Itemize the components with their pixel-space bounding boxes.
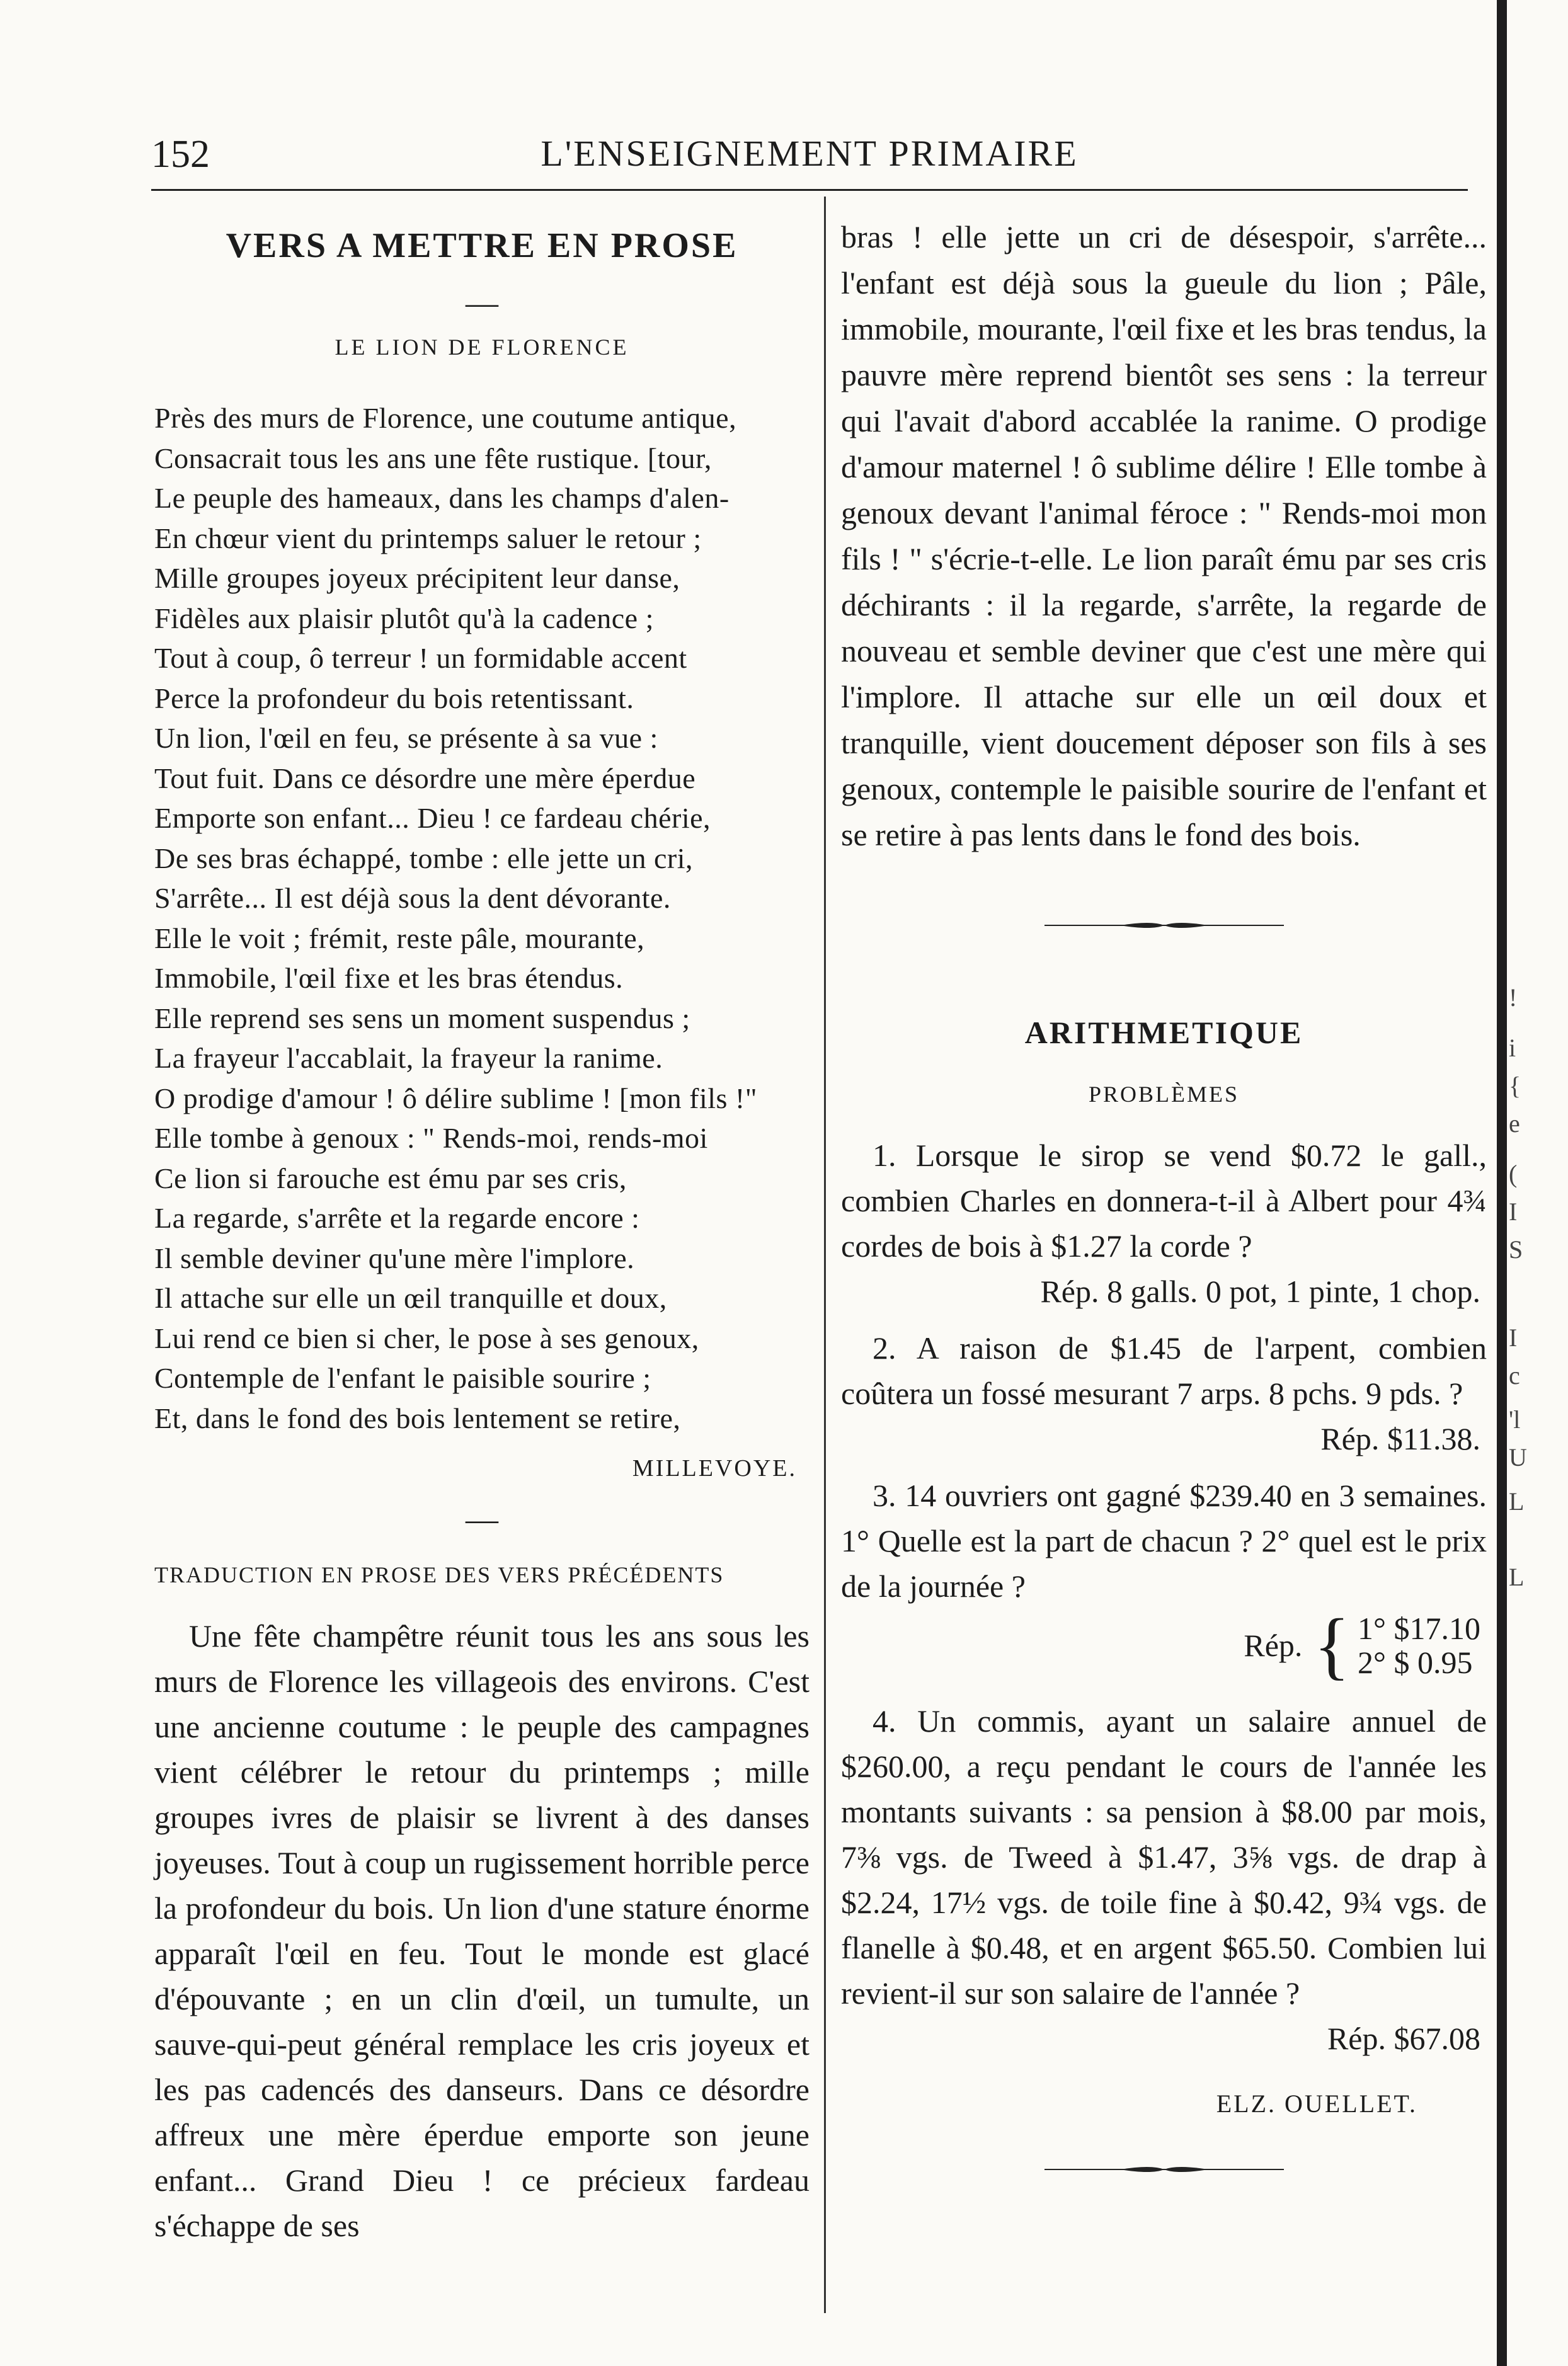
bleed-fragment: I — [1509, 1323, 1518, 1352]
problem-text: 3. 14 ouvriers ont gagné $239.40 en 3 semaines. 1° Quelle est la part de chacun ? 2° quel est le prix de la journée ? — [841, 1478, 1487, 1604]
separator-dash-2: — — [466, 1502, 498, 1538]
header-rule — [151, 189, 1468, 191]
bleed-fragment: I — [1509, 1197, 1518, 1226]
binding-edge-bar — [1497, 0, 1507, 2366]
brace-glyph: { — [1313, 1603, 1350, 1687]
poem-line: Elle tombe à genoux : " Rends-moi, rends-moi — [154, 1122, 708, 1154]
problem-answer: Rép. $11.38. — [1320, 1421, 1480, 1456]
bleed-fragment: { — [1509, 1072, 1521, 1100]
page-number: 152 — [151, 133, 210, 176]
bleed-fragment: S — [1509, 1235, 1523, 1264]
problem-answer: Rép. 8 galls. 0 pot, 1 pinte, 1 chop. — [1040, 1274, 1480, 1309]
problem-text: 4. Un commis, ayant un salaire annuel de $260.00, a reçu pendant le cours de l'année les montants suivants : sa pension à $8.00 par mois, 7⅜ vgs. de Tweed à $1.47, 3⅝ vgs. de drap à $2.24, 17½ vgs. de toile fine à $0.42, 9¾ vgs. de flanelle à $0.48, et en argent $65.50. Combien lui revient-il sur son salaire de l'année ? — [841, 1703, 1487, 2011]
left-column — [154, 214, 810, 2248]
problem-3 — [841, 1473, 1487, 1687]
answer-line: 1° $17.10 — [1358, 1611, 1480, 1646]
poem-line: Emporte son enfant... Dieu ! ce fardeau chérie, — [154, 802, 711, 834]
problem-answer-brace — [841, 1603, 1487, 1687]
bleed-fragment: L — [1509, 1563, 1525, 1591]
problems-subtitle: PROBLÈMES — [1088, 1082, 1240, 1107]
poem — [154, 398, 810, 1438]
poem-line: Mille groupes joyeux précipitent leur danse, — [154, 562, 680, 594]
ornament-divider — [1044, 918, 1284, 932]
problem-text: 1. Lorsque le sirop se vend $0.72 le gall., combien Charles en donnera-t-il à Albert pour 4¾ cordes de bois à $1.27 la corde ? — [841, 1138, 1487, 1264]
problem-answer: Rép. $67.08 — [1327, 2021, 1480, 2056]
translation-text — [154, 1613, 810, 2248]
section-title-arithmetic: ARITHMETIQUE — [1024, 1015, 1303, 1050]
poem-line: La frayeur l'accablait, la frayeur la ranime. — [154, 1042, 663, 1074]
problem-text: 2. A raison de $1.45 de l'arpent, combien coûtera un fossé mesurant 7 arps. 8 pchs. 9 pds. ? — [841, 1330, 1487, 1411]
poem-line: Près des murs de Florence, une coutume antique, — [154, 402, 737, 434]
answer-line: 2° $ 0.95 — [1358, 1645, 1473, 1680]
poem-line: Lui rend ce bien si cher, le pose à ses genoux, — [154, 1322, 699, 1354]
bleed-fragment: 'l — [1509, 1405, 1521, 1434]
problem-2 — [841, 1325, 1487, 1461]
translation-title: TRADUCTION EN PROSE DES VERS PRÉCÉDENTS — [154, 1562, 724, 1587]
poem-line: Consacrait tous les ans une fête rustique. [tour, — [154, 442, 712, 474]
column-divider — [824, 197, 826, 2313]
poem-line: Il semble deviner qu'une mère l'implore. — [154, 1242, 635, 1274]
section-title-verse: VERS A METTRE EN PROSE — [226, 226, 738, 265]
bleed-fragment: ! — [1509, 983, 1518, 1012]
translation-continuation — [841, 214, 1487, 858]
running-title: L'ENSEIGNEMENT PRIMAIRE — [541, 133, 1079, 174]
adjacent-page-bleed — [1509, 0, 1568, 2366]
bleed-fragment: U — [1509, 1443, 1527, 1472]
bleed-fragment: i — [1509, 1034, 1516, 1062]
poem-line: Immobile, l'œil fixe et les bras étendus. — [154, 962, 624, 994]
bleed-fragment: e — [1509, 1109, 1520, 1138]
poem-author: MILLEVOYE. — [632, 1455, 797, 1482]
poem-line: De ses bras échappé, tombe : elle jette un cri, — [154, 842, 694, 874]
translation-continuation-paragraph: bras ! elle jette un cri de désespoir, s'arrête... l'enfant est déjà sous la gueule du lion ; Pâle, immobile, mourante, l'œil fixe et les bras tendus, la pauvre mère reprend bientôt ses sens : la terreur qui l'avait d'abord accablée la ranime. O prodige d'amour maternel ! ô sublime délire ! Elle tombe à genoux devant l'animal féroce : " Rends-moi mon fils ! " s'écrie-t-elle. Le lion paraît ému par ses cris déchirants : il la regarde, s'arrête, la regarde de nouveau et semble deviner que c'est une mère qui l'implore. Il attache sur elle un œil doux et tranquille, vient doucement déposer son fils à ses genoux, contemple le paisible sourire de l'enfant et se retire à pas lents dans le fond des bois. — [841, 219, 1487, 852]
poem-line: Ce lion si farouche est ému par ses cris, — [154, 1162, 627, 1194]
separator-dash: — — [466, 285, 498, 321]
poem-line: Contemple de l'enfant le paisible sourire ; — [154, 1362, 651, 1394]
poem-line: O prodige d'amour ! ô délire sublime ! [mon fils !" — [154, 1082, 758, 1114]
poem-line: Fidèles aux plaisir plutôt qu'à la cadence ; — [154, 602, 654, 634]
ornament-divider-bottom — [1044, 2163, 1284, 2176]
poem-line: La regarde, s'arrête et la regarde encore : — [154, 1202, 640, 1234]
poem-line: Tout fuit. Dans ce désordre une mère éperdue — [154, 762, 696, 794]
poem-line: Tout à coup, ô terreur ! un formidable accent — [154, 642, 687, 674]
page-header — [151, 132, 1468, 189]
bleed-fragment: c — [1509, 1361, 1520, 1390]
right-column — [841, 214, 1487, 2176]
poem-line: Et, dans le fond des bois lentement se retire, — [154, 1402, 681, 1434]
bleed-fragment: ( — [1509, 1160, 1518, 1188]
poem-line: Perce la profondeur du bois retentissant. — [154, 682, 634, 714]
translation-paragraph: Une fête champêtre réunit tous les ans sous les murs de Florence les villageois des environs. C'est une ancienne coutume : le peuple des campagnes vient célébrer le retour du printemps ; mille groupes ivres de plaisir se livrent à des danses joyeuses. Tout à coup un rugissement horrible perce la profondeur du bois. Un lion d'une stature énorme apparaît l'œil en feu. Tout le monde est glacé d'épouvante ; en un clin d'œil, un tumulte, un sauve-qui-peut général remplace les cris joyeux et les pas cadencés des danseurs. Dans ce désordre affreux une mère éperdue emporte son jeune enfant... Grand Dieu ! ce précieux fardeau s'échappe de ses — [154, 1618, 810, 2243]
poem-line: Un lion, l'œil en feu, se présente à sa vue : — [154, 722, 658, 754]
poem-title: LE LION DE FLORENCE — [335, 334, 629, 360]
answer-lines — [1358, 1611, 1480, 1679]
poem-line: Il attache sur elle un œil tranquille et doux, — [154, 1282, 667, 1314]
poem-line: S'arrête... Il est déjà sous la dent dévorante. — [154, 882, 671, 914]
bleed-fragment: L — [1509, 1487, 1525, 1516]
signature: ELZ. OUELLET. — [1216, 2089, 1417, 2118]
poem-line: Elle reprend ses sens un moment suspendus ; — [154, 1002, 690, 1034]
problem-4 — [841, 1698, 1487, 2061]
poem-line: En chœur vient du printemps saluer le retour ; — [154, 522, 702, 554]
answer-label: Rép. — [1244, 1628, 1303, 1663]
poem-line: Le peuple des hameaux, dans les champs d'alen- — [154, 482, 730, 514]
problem-1 — [841, 1133, 1487, 1314]
poem-line: Elle le voit ; frémit, reste pâle, mourante, — [154, 922, 645, 954]
